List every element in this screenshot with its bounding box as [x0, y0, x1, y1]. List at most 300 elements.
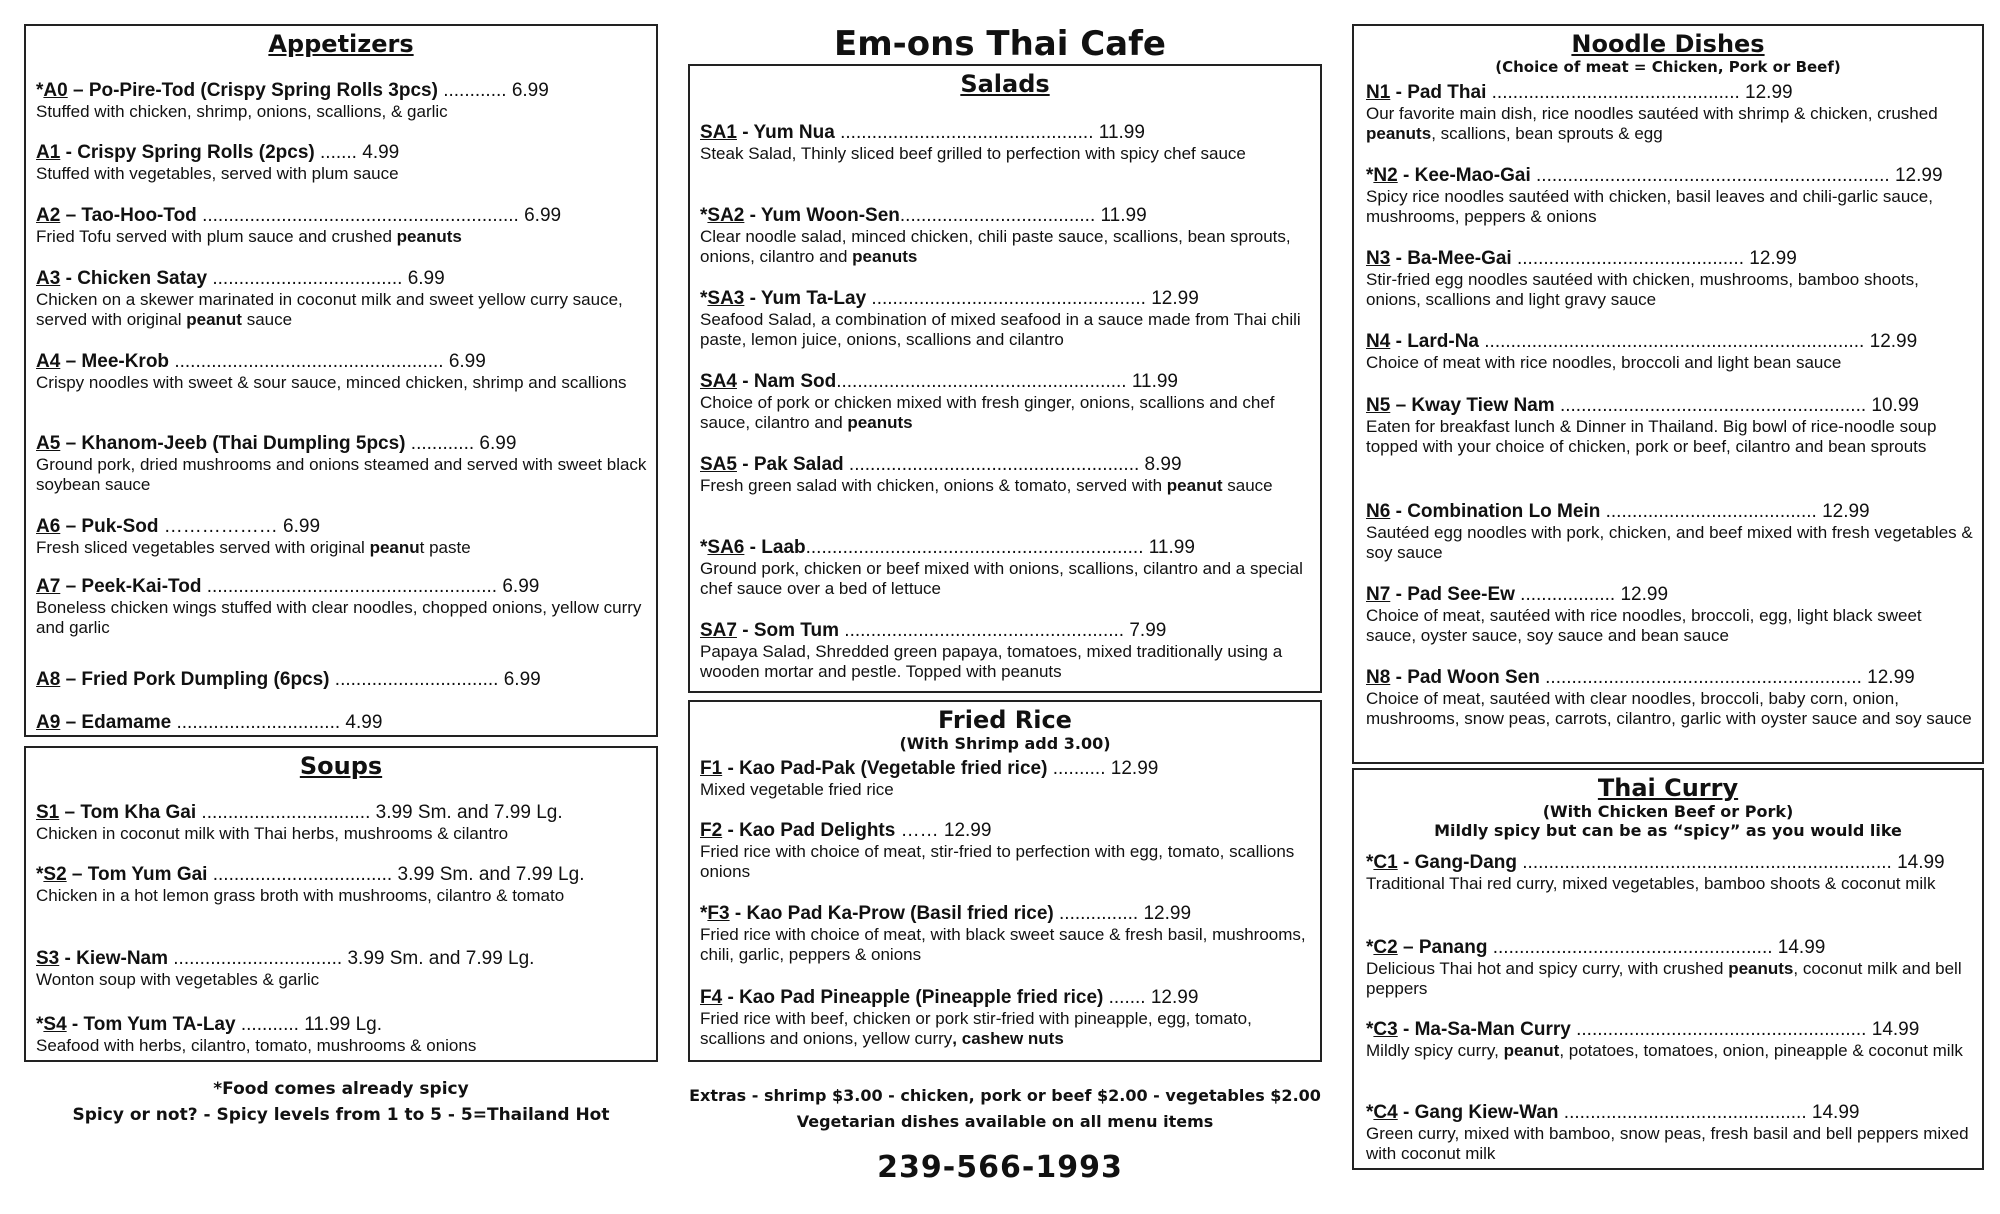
item-description-text: Boneless chicken wings stuffed with clear noodles, chopped onions, yellow curry and garlic: [36, 598, 642, 637]
menu-item-heading: [1366, 165, 1974, 187]
item-code: F3: [707, 903, 730, 924]
item-code: A8: [36, 669, 61, 690]
item-leader-dots: .....................................................: [1487, 937, 1778, 958]
menu-item-heading: [1366, 248, 1974, 270]
menu-item: [36, 205, 648, 247]
menu-item-heading: [1366, 937, 1974, 959]
item-description-text: Chicken in coconut milk with Thai herbs, mushrooms & cilantro: [36, 824, 509, 843]
item-separator: –: [60, 433, 82, 454]
item-leader-dots: .......: [314, 142, 363, 163]
menu-item-heading: [36, 205, 648, 227]
item-separator: -: [1390, 584, 1408, 605]
item-description-text: Fried rice with choice of meat, stir-fried to perfection with egg, tomato, scallions onions: [700, 842, 1295, 881]
item-description-text: Our favorite main dish, rice noodles sautéed with shrimp & chicken, crushed: [1366, 104, 1938, 123]
item-description-text: Mixed vegetable fried rice: [700, 780, 894, 799]
item-leader-dots: .......................................................: [836, 371, 1132, 392]
item-leader-dots: .......................................................: [1570, 1019, 1872, 1040]
item-separator: -: [722, 987, 740, 1008]
item-separator: –: [60, 516, 82, 537]
menu-item-heading: [700, 820, 1312, 842]
curry-subtitle: (With Chicken Beef or Pork): [1542, 802, 1794, 821]
menu-item: [1366, 82, 1974, 144]
item-price: 3.99 Sm. and 7.99 Lg.: [375, 802, 563, 823]
menu-item-heading: [700, 454, 1312, 476]
item-separator: -: [736, 371, 754, 392]
item-star: *: [1366, 165, 1374, 186]
cafe-name: Em-ons Thai Cafe: [834, 24, 1166, 64]
item-price: 7.99: [1129, 620, 1167, 641]
item-name: Kao Pad-Pak (Vegetable fried rice): [739, 758, 1048, 779]
menu-item-description: [700, 1009, 1312, 1049]
item-name: Gang Kiew-Wan: [1414, 1102, 1559, 1123]
menu-item: [36, 712, 648, 734]
item-name: Yum Woon-Sen: [760, 205, 900, 226]
menu-item-heading: [1366, 667, 1974, 689]
noodles-list: [1366, 26, 1974, 762]
menu-item: [36, 864, 648, 906]
item-leader-dots: .....................................................: [839, 620, 1130, 641]
menu-item-description: [36, 886, 648, 906]
item-name: Pak Salad: [753, 454, 844, 475]
menu-item: [1366, 331, 1974, 373]
curry-title: Thai Curry: [1597, 774, 1739, 802]
menu-item-description: [1366, 270, 1974, 310]
item-description-highlight: peanu: [369, 538, 420, 557]
item-name: Laab: [761, 537, 806, 558]
item-leader-dots: ..................................: [207, 864, 398, 885]
item-separator: -: [1390, 248, 1408, 269]
item-separator: -: [1397, 1019, 1415, 1040]
item-code: N1: [1366, 82, 1391, 103]
item-separator: –: [60, 712, 82, 733]
curry-list: [1366, 770, 1974, 1168]
menu-item-description: [36, 455, 648, 495]
item-code: A6: [36, 516, 61, 537]
item-price: 14.99: [1811, 1102, 1860, 1123]
menu-item: [1366, 852, 1974, 894]
item-code: A2: [36, 205, 61, 226]
item-separator: -: [60, 142, 78, 163]
item-description-text: Delicious Thai hot and spicy curry, with crushed: [1366, 959, 1729, 978]
noodles-title: Noodle Dishes: [1571, 30, 1765, 58]
menu-item-heading: [700, 758, 1312, 780]
item-code: SA6: [707, 537, 745, 558]
item-star: *: [36, 80, 44, 101]
menu-item: [1366, 1102, 1974, 1164]
item-name: Pad See-Ew: [1407, 584, 1515, 605]
appetizers-list: [36, 26, 648, 735]
salads-list: [700, 66, 1312, 691]
menu-item-heading: [1366, 1102, 1974, 1124]
item-description-highlight: peanuts: [396, 227, 462, 246]
menu-item-description: [1366, 353, 1974, 373]
menu-item-description: [36, 290, 648, 330]
menu-item-description: [36, 1036, 648, 1056]
item-description-highlight: peanuts: [852, 247, 918, 266]
item-code: A1: [36, 142, 61, 163]
item-leader-dots: ...........: [235, 1014, 305, 1035]
item-price: 12.99: [943, 820, 992, 841]
item-name: Kao Pad Pineapple (Pineapple fried rice): [739, 987, 1104, 1008]
item-description-text: Traditional Thai red curry, mixed vegetables, bamboo shoots & coconut milk: [1366, 874, 1936, 893]
menu-item: [1366, 584, 1974, 646]
item-description-highlight: , cashew nuts: [952, 1029, 1064, 1048]
item-description-text: Choice of meat, sautéed with rice noodles, broccoli, egg, light black sweet sauce, oyster sauce, soy sauce and bean sauce: [1366, 606, 1922, 645]
item-separator: -: [736, 122, 754, 143]
item-name: Nam Sod: [753, 371, 837, 392]
item-code: F4: [700, 987, 723, 1008]
curry-subtitle2: Mildly spicy but can be as “spicy” as you would like: [1434, 821, 1902, 840]
item-description-text: Ground pork, chicken or beef mixed with onions, scallions, cilantro and a special chef sauce over a bed of lettuce: [700, 559, 1303, 598]
item-description-text: Stir-fried egg noodles sautéed with chicken, mushrooms, bamboo shoots, onions, scallions and light gravy sauce: [1366, 270, 1919, 309]
soups-list: [36, 748, 648, 1060]
menu-item: [700, 371, 1312, 433]
item-description-highlight: peanut: [186, 310, 242, 329]
item-price: 8.99: [1144, 454, 1182, 475]
menu-item-description: [1366, 104, 1974, 144]
item-name: Pad Woon Sen: [1407, 667, 1540, 688]
item-name: Mee-Krob: [81, 351, 170, 372]
menu-item-description: [36, 970, 648, 990]
item-leader-dots: ........................................................................: [1478, 331, 1870, 352]
item-name: Gang-Dang: [1414, 852, 1517, 873]
menu-item-description: [1366, 1124, 1974, 1164]
item-code: C2: [1373, 937, 1398, 958]
item-price: 11.99 Lg.: [304, 1014, 383, 1035]
item-leader-dots: ........................................: [1600, 501, 1823, 522]
item-price: 12.99: [1143, 903, 1192, 924]
spicy-note: [24, 1076, 658, 1128]
item-description-text: Crispy noodles with sweet & sour sauce, minced chicken, shrimp and scallions: [36, 373, 627, 392]
item-code: N5: [1366, 395, 1391, 416]
menu-item-description: [700, 144, 1312, 164]
menu-item-heading: [700, 987, 1312, 1009]
item-name: Puk-Sod: [81, 516, 159, 537]
item-leader-dots: ............................................................: [196, 205, 525, 226]
item-description-text: Sautéed egg noodles with pork, chicken, and beef mixed with fresh vegetables & soy sauce: [1366, 523, 1973, 562]
item-leader-dots: .......: [1103, 987, 1151, 1008]
item-star: *: [36, 1014, 44, 1035]
item-description-text: Steak Salad, Thinly sliced beef grilled to perfection with spicy chef sauce: [700, 144, 1246, 163]
item-description-tail: , potatoes, tomatoes, onion, pineapple & coconut milk: [1559, 1041, 1963, 1060]
item-price: 12.99: [1150, 987, 1199, 1008]
item-code: N8: [1366, 667, 1391, 688]
extras-line1: Extras - shrimp $3.00 - chicken, pork or beef $2.00 - vegetables $2.00: [689, 1086, 1321, 1105]
item-separator: –: [60, 576, 82, 597]
item-code: C1: [1373, 852, 1398, 873]
menu-item-description: [36, 373, 648, 393]
item-separator: -: [1397, 1102, 1415, 1123]
menu-item: [700, 537, 1312, 599]
menu-item-description: [1366, 417, 1974, 457]
item-description-text: Choice of meat, sautéed with clear noodles, broccoli, baby corn, onion, mushrooms, snow peas, carrots, cilantro, garlic with oyster sauce and soy sauce: [1366, 689, 1972, 728]
item-description-text: Mildly spicy curry,: [1366, 1041, 1504, 1060]
item-leader-dots: ..............................................: [1558, 1102, 1812, 1123]
item-separator: -: [744, 288, 761, 309]
item-price: 11.99: [1098, 122, 1145, 143]
item-description-tail: sauce: [1222, 476, 1273, 495]
item-leader-dots: ............................................................: [1539, 667, 1868, 688]
menu-item-description: [700, 642, 1312, 682]
item-leader-dots: ...............................: [171, 712, 346, 733]
menu-item: [36, 142, 648, 184]
item-name: Yum Nua: [753, 122, 835, 143]
item-star: *: [1366, 1019, 1374, 1040]
item-separator: -: [744, 205, 761, 226]
item-leader-dots: ................................................................: [805, 537, 1149, 558]
menu-item: [36, 576, 648, 638]
item-price: 3.99 Sm. and 7.99 Lg.: [347, 948, 535, 969]
item-price: 6.99: [479, 433, 517, 454]
item-leader-dots: ...............................................: [1486, 82, 1746, 103]
item-code: A3: [36, 268, 61, 289]
item-price: 11.99: [1100, 205, 1147, 226]
item-code: N6: [1366, 501, 1391, 522]
item-star: *: [700, 205, 708, 226]
menu-item-heading: [700, 537, 1312, 559]
item-leader-dots: .....................................: [899, 205, 1101, 226]
item-code: C4: [1373, 1102, 1398, 1123]
menu-item-heading: [36, 864, 648, 886]
menu-item-heading: [1366, 331, 1974, 353]
item-code: N2: [1373, 165, 1398, 186]
menu-item: [36, 268, 648, 330]
item-separator: –: [59, 802, 81, 823]
item-name: Tao-Hoo-Tod: [81, 205, 197, 226]
item-code: S4: [43, 1014, 67, 1035]
item-name: Kao Pad Ka-Prow (Basil fried rice): [746, 903, 1054, 924]
menu-item-description: [36, 227, 648, 247]
item-separator: -: [722, 758, 740, 779]
item-code: SA2: [707, 205, 745, 226]
item-leader-dots: ....................................: [207, 268, 408, 289]
item-description-text: Wonton soup with vegetables & garlic: [36, 970, 320, 989]
item-separator: -: [1390, 501, 1408, 522]
menu-item-heading: [36, 80, 648, 102]
item-description-highlight: peanut: [1166, 476, 1223, 495]
item-code: A7: [36, 576, 61, 597]
item-star: *: [1366, 1102, 1374, 1123]
soups-title: Soups: [299, 752, 383, 780]
menu-item: [700, 620, 1312, 682]
item-price: 10.99: [1871, 395, 1919, 416]
item-price: 11.99: [1148, 537, 1195, 558]
menu-item-description: [1366, 523, 1974, 563]
item-price: 6.99: [283, 516, 321, 537]
item-price: 12.99: [1620, 584, 1669, 605]
menu-item-description: [700, 925, 1312, 965]
item-description-text: Choice of meat with rice noodles, broccoli and light bean sauce: [1366, 353, 1842, 372]
menu-item-description: [700, 476, 1312, 496]
item-price: 12.99: [1867, 667, 1915, 688]
item-leader-dots: ................................................: [834, 122, 1099, 143]
item-leader-dots: ....................................................: [866, 288, 1152, 309]
item-description-tail: , scallions, bean sprouts & egg: [1431, 124, 1663, 143]
item-star: *: [1366, 937, 1374, 958]
item-price: 14.99: [1777, 937, 1826, 958]
menu-item-description: [36, 598, 648, 638]
item-description-text: Spicy rice noodles sautéed with chicken, basil leaves and chili-garlic sauce, mushrooms, peppers & onions: [1366, 187, 1933, 226]
item-name: Kway Tiew Nam: [1411, 395, 1555, 416]
item-code: SA5: [700, 454, 737, 475]
item-description-text: Ground pork, dried mushrooms and onions steamed and served with sweet black soybean sauce: [36, 455, 647, 494]
menu-item-description: [700, 393, 1312, 433]
item-code: S3: [36, 948, 60, 969]
item-description-text: Fried rice with beef, chicken or pork stir-fried with pineapple, egg, tomato, scallions and onions, yellow curry: [700, 1009, 1252, 1048]
item-price: 12.99: [1151, 288, 1199, 309]
item-price: 12.99: [1745, 82, 1793, 103]
item-leader-dots: ...............: [1053, 903, 1144, 924]
soups-section: [24, 746, 658, 1062]
menu-item: [700, 288, 1312, 350]
item-leader-dots: ……: [895, 820, 944, 841]
item-separator: –: [1390, 395, 1412, 416]
item-name: Tom Kha Gai: [80, 802, 197, 823]
item-leader-dots: ………………: [158, 516, 284, 537]
item-price: 12.99: [1869, 331, 1918, 352]
item-price: 6.99: [503, 669, 541, 690]
menu-item-description: [36, 102, 648, 122]
item-price: 12.99: [1110, 758, 1159, 779]
item-leader-dots: ...................................................: [169, 351, 449, 372]
item-description-highlight: peanuts: [1366, 124, 1432, 143]
menu-item-description: [1366, 187, 1974, 227]
item-name: Edamame: [81, 712, 172, 733]
item-price: 6.99: [524, 205, 562, 226]
item-code: F2: [700, 820, 723, 841]
item-name: Ba-Mee-Gai: [1407, 248, 1512, 269]
item-leader-dots: ...................................................................: [1530, 165, 1895, 186]
item-separator: -: [1390, 331, 1408, 352]
menu-item-heading: [36, 433, 648, 455]
menu-item: [1366, 395, 1974, 457]
item-separator: –: [60, 351, 82, 372]
item-price: 6.99: [448, 351, 486, 372]
menu-item: [36, 802, 648, 844]
menu-item: [36, 1014, 648, 1056]
item-description-text: Chicken on a skewer marinated in coconut milk and sweet yellow curry sauce, served with original: [36, 290, 623, 329]
item-price: 6.99: [511, 80, 549, 101]
item-star: *: [700, 537, 708, 558]
item-name: Pad Thai: [1407, 82, 1487, 103]
menu-item-heading: [36, 142, 648, 164]
item-description-text: Seafood with herbs, cilantro, tomato, mushrooms & onions: [36, 1036, 477, 1055]
item-price: 3.99 Sm. and 7.99 Lg.: [397, 864, 585, 885]
item-separator: -: [736, 454, 754, 475]
item-code: A5: [36, 433, 61, 454]
menu-item: [700, 820, 1312, 882]
appetizers-title: Appetizers: [268, 30, 414, 58]
menu-item: [1366, 667, 1974, 729]
item-description-tail: t paste: [419, 538, 471, 557]
menu-item-heading: [1366, 395, 1974, 417]
menu-item-heading: [36, 948, 648, 970]
extras-note: [688, 1083, 1322, 1135]
menu-item-heading: [36, 712, 648, 734]
salads-section: [688, 64, 1322, 693]
item-separator: –: [1397, 937, 1419, 958]
phone-number: 239-566-1993: [877, 1150, 1123, 1185]
menu-item-heading: [700, 371, 1312, 393]
item-price: 6.99: [407, 268, 445, 289]
item-separator: –: [67, 80, 89, 101]
menu-item: [700, 122, 1312, 164]
item-leader-dots: ..........................................................: [1554, 395, 1872, 416]
item-star: *: [700, 903, 708, 924]
item-name: Kao Pad Delights: [739, 820, 896, 841]
item-name: Chicken Satay: [77, 268, 208, 289]
item-description-text: Stuffed with vegetables, served with plum sauce: [36, 164, 399, 183]
item-code: SA3: [707, 288, 745, 309]
fried-rice-subtitle: (With Shrimp add 3.00): [899, 734, 1111, 753]
curry-section: [1352, 768, 1984, 1170]
item-separator: -: [59, 948, 77, 969]
noodles-subtitle: (Choice of meat = Chicken, Pork or Beef): [1495, 58, 1841, 76]
menu-item-description: [1366, 606, 1974, 646]
item-leader-dots: ......................................................................: [1516, 852, 1898, 873]
menu-item-heading: [36, 802, 648, 824]
item-leader-dots: ................................: [168, 948, 348, 969]
item-code: SA1: [700, 122, 737, 143]
item-description-text: Choice of pork or chicken mixed with fresh ginger, onions, scallions and chef sauce, cilantro and: [700, 393, 1275, 432]
item-price: 4.99: [345, 712, 383, 733]
item-separator: -: [744, 537, 762, 558]
item-separator: -: [722, 820, 740, 841]
item-separator: –: [60, 669, 82, 690]
menu-item: [1366, 1019, 1974, 1061]
menu-item-heading: [700, 620, 1312, 642]
item-name: Khanom-Jeeb (Thai Dumpling 5pcs): [81, 433, 406, 454]
item-description-highlight: peanut: [1503, 1041, 1560, 1060]
menu-item-heading: [1366, 1019, 1974, 1041]
menu-item-heading: [36, 669, 648, 691]
item-name: Ma-Sa-Man Curry: [1414, 1019, 1571, 1040]
item-description-highlight: peanuts: [847, 413, 913, 432]
item-leader-dots: ............: [405, 433, 480, 454]
menu-item-description: [36, 164, 648, 184]
extras-line2: Vegetarian dishes available on all menu items: [796, 1112, 1214, 1131]
menu-item-description: [36, 538, 648, 558]
fried-rice-list: [700, 702, 1312, 1060]
menu-item: [1366, 248, 1974, 310]
menu-item-heading: [700, 288, 1312, 310]
item-name: Som Tum: [753, 620, 840, 641]
item-separator: -: [1397, 852, 1415, 873]
menu-item-description: [1366, 874, 1974, 894]
menu-item-heading: [700, 903, 1312, 925]
item-code: A9: [36, 712, 61, 733]
item-description-text: Fresh sliced vegetables served with original: [36, 538, 370, 557]
item-name: Lard-Na: [1407, 331, 1479, 352]
menu-item-heading: [700, 205, 1312, 227]
item-description-text: Eaten for breakfast lunch & Dinner in Thailand. Big bowl of rice-noodle soup topped with your choice of chicken, pork or beef, cilantro and bean sprouts: [1366, 417, 1937, 456]
item-name: Yum Ta-Lay: [760, 288, 867, 309]
item-separator: -: [1390, 82, 1408, 103]
item-separator: -: [60, 268, 78, 289]
item-price: 6.99: [502, 576, 540, 597]
menu-item-heading: [36, 516, 648, 538]
item-description-text: Stuffed with chicken, shrimp, onions, scallions, & garlic: [36, 102, 448, 121]
item-name: Po-Pire-Tod (Crispy Spring Rolls 3pcs): [88, 80, 438, 101]
item-name: Tom Yum TA-Lay: [83, 1014, 236, 1035]
item-separator: –: [60, 205, 82, 226]
item-name: Panang: [1418, 937, 1488, 958]
item-description-tail: sauce: [241, 310, 293, 329]
item-leader-dots: ................................: [196, 802, 376, 823]
menu-item-heading: [700, 122, 1312, 144]
menu-item: [700, 758, 1312, 800]
menu-item: [700, 454, 1312, 496]
